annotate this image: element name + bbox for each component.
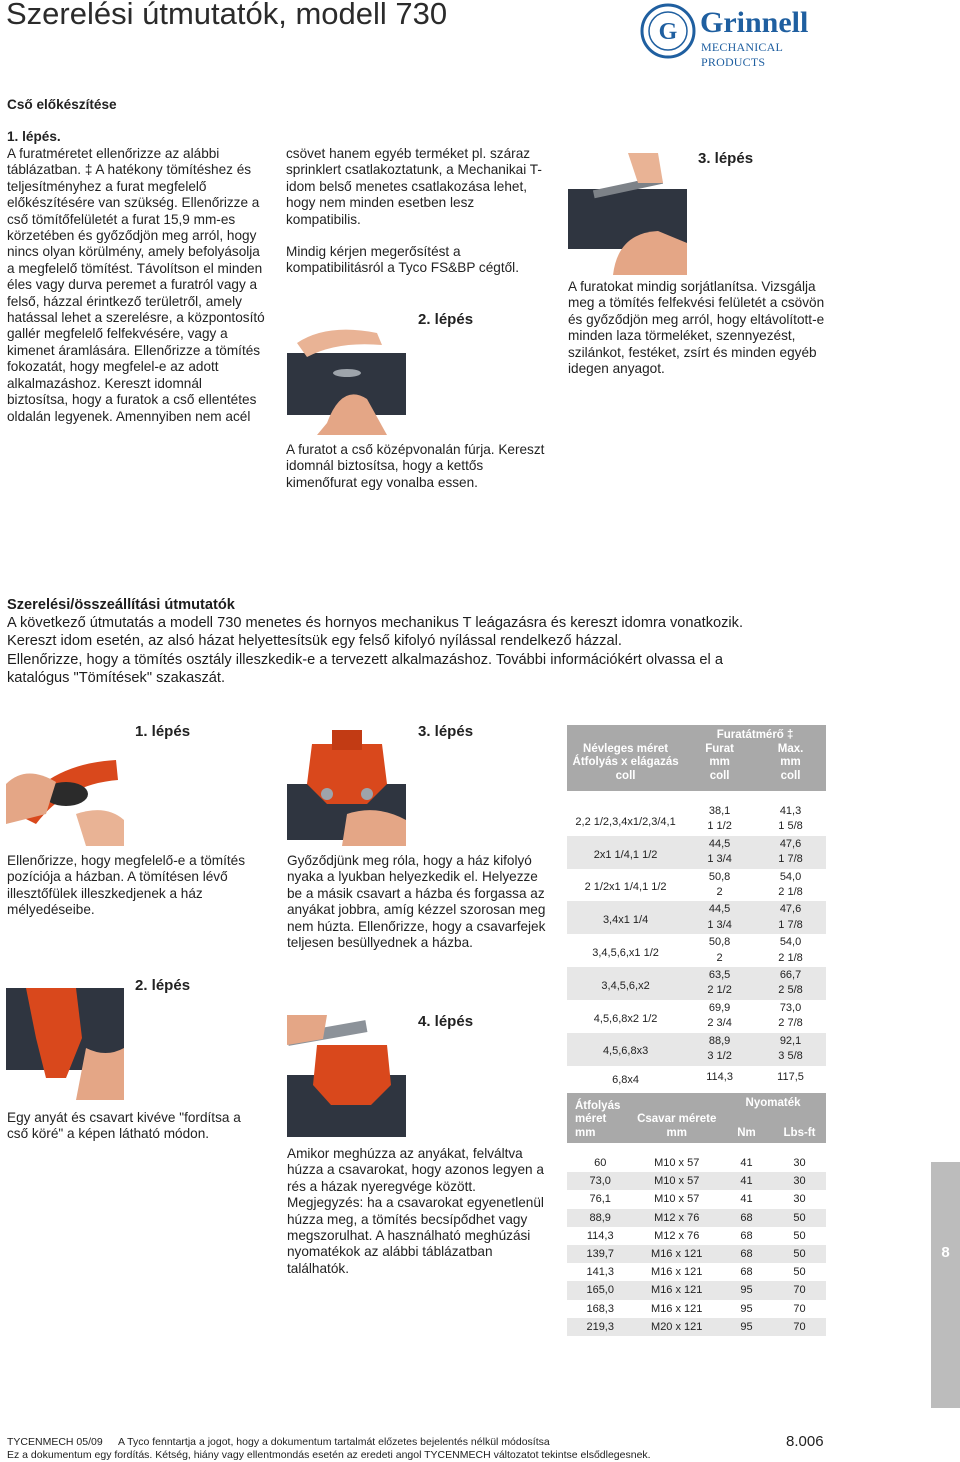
- max-cell-mm: 47,6: [779, 837, 802, 850]
- torque-cell-bolt: M10 x 57: [654, 1193, 700, 1206]
- gasket-photo: [6, 724, 124, 846]
- assembly-intro-3: Ellenőrizze, hogy a tömítés osztály illeszkedik-e a tervezett alkalmazáshoz. További információkért olvassa el a: [7, 652, 723, 668]
- prep-step3-text: A furatokat mindig sorjátlanítsa. Vizsgálja meg a tömítés felfekvési felületét a csövön és győződjön meg arról, hogy eltávolított-e minden laza törmeléket, szennyezést, szilánkot, festéket, zsírt és minden egyéb idegen anyagot.: [568, 279, 825, 377]
- max-cell-mm: 54,0: [779, 936, 802, 949]
- footer-line2: Ez a dokumentum egy fordítás. Kétség, hiány vagy ellentmondás esetén az eredeti angol TYCENMECH változatot tekintse elsődlegesnek.: [7, 1449, 651, 1461]
- hole-table-row: [567, 1033, 826, 1066]
- hole-table-row: [567, 869, 826, 902]
- torque-cell-lbs: 50: [793, 1266, 806, 1279]
- hole-table-row: [567, 1066, 826, 1089]
- max-cell-mm: 73,0: [779, 1001, 802, 1014]
- torque-cell-nm: 95: [740, 1284, 753, 1297]
- hole-th-size-1: Névleges méret: [583, 742, 669, 755]
- max-cell-in: 2 1/8: [778, 951, 803, 964]
- hole-cell-mm: 44,5: [708, 837, 731, 850]
- hole-cell-in: 1 1/2: [707, 820, 732, 833]
- footer-line1: A Tyco fenntartja a jogot, hogy a dokumentum tartalmát előzetes bejelentés nélkül módosítsa: [118, 1436, 550, 1448]
- hole-cell-in: 2 3/4: [707, 1017, 732, 1030]
- prep-step1-text: A furatméretet ellenőrizze az alábbi táblázatban. ‡ A hatékony tömítéshez és teljesítményhez a furat megfelelő előkészítésére van szükség. Ellenőrizze a cső tömítőfelületét a furat 15,9 mm-es körzetében és győződjön meg arról, hogy nincs olyan körülmény, amely befolyásolja a megfelelő tömítést. Távolítson el minden éles vagy durva peremet a furatról vagy a felső, házzal érintkező területről, amely hatással lehet a szerelésre, a központosító gallér megfelelő felfekvésére, vagy a kimenet áramlására. Ellenőrizze a tömítés fokozatát, hogy megfelel-e az adott alkalmazáshoz. Kereszt idomnál biztosítsa, hogy a furatok a cső ellentétes oldalán legyenek. Amennyiben nem acél: [7, 146, 265, 424]
- max-cell-mm: 54,0: [779, 870, 802, 883]
- prep-step2-label: 2. lépés: [418, 311, 474, 328]
- torque-cell-flow: 88,9: [589, 1211, 611, 1224]
- deburr-photo: [568, 153, 687, 275]
- torque-th-bolt-1: Csavar mérete: [637, 1113, 717, 1125]
- max-cell-mm: 66,7: [779, 969, 802, 982]
- grinnell-logo: [640, 2, 830, 69]
- torque-cell-flow: 141,3: [586, 1266, 614, 1279]
- torque-table-header: [567, 1093, 826, 1143]
- hole-cell-in: 1 3/4: [707, 853, 732, 866]
- torque-cell-lbs: 50: [793, 1248, 806, 1261]
- torque-cell-bolt: M10 x 57: [654, 1175, 700, 1188]
- page-title: Szerelési útmutatók, modell 730: [6, 0, 448, 31]
- hole-table-row: [567, 1000, 826, 1033]
- hole-table-row: [567, 934, 826, 967]
- torque-table-row: [567, 1209, 826, 1227]
- assembly-step4-label: 4. lépés: [418, 1013, 474, 1030]
- torque-table: [567, 1093, 826, 1336]
- hole-table-row: [567, 803, 826, 836]
- torque-cell-flow: 76,1: [589, 1193, 611, 1206]
- hole-size-table: [567, 725, 826, 1089]
- torque-cell-flow: 73,0: [589, 1175, 611, 1188]
- hole-cell-mm: 114,3: [706, 1070, 733, 1083]
- hole-cell-size: 4,5,6,8x2 1/2: [593, 1012, 658, 1025]
- torque-cell-lbs: 70: [793, 1302, 806, 1315]
- assembly-intro-2: Kereszt idom esetén, az alsó házat helyettesítsük egy felső kifolyó nyílással rendelkező házzal.: [7, 633, 622, 649]
- torque-cell-lbs: 30: [793, 1157, 806, 1169]
- torque-cell-flow: 168,3: [586, 1302, 614, 1315]
- hole-cell-mm: 63,5: [708, 969, 731, 982]
- prep-step2-text: A furatot a cső középvonalán fúrja. Kereszt idomnál biztosítsa, hogy a kettős kimenőfurat egy vonalba essen.: [286, 442, 545, 490]
- torque-cell-lbs: 30: [793, 1175, 806, 1188]
- max-cell-in: 2 7/8: [778, 1017, 803, 1030]
- assembly-step1-text: Ellenőrizze, hogy megfelelő-e a tömítés pozíciója a házban. A tömítésen lévő illesztőfülek illeszkedjenek a ház mélyedéseibe.: [7, 853, 246, 918]
- torque-cell-flow: 60: [594, 1157, 607, 1169]
- torque-cell-nm: 41: [740, 1193, 753, 1206]
- max-cell-in: 2 5/8: [778, 984, 803, 997]
- max-cell-in: 3 5/8: [778, 1050, 803, 1063]
- hole-th-hole-3: coll: [709, 769, 730, 782]
- max-cell-in: 1 5/8: [778, 820, 803, 833]
- torque-table-row: [567, 1318, 826, 1336]
- max-cell-in: 2 1/8: [778, 886, 803, 899]
- hole-table-header: [567, 725, 826, 791]
- hole-cell-in: 2: [716, 886, 723, 899]
- assembly-step4-text: Amikor meghúzza az anyákat, felváltva húzza a csavarokat, hogy azonos legyen a rés a házak nyeregvége között. Megjegyzés: ha a csavarokat egyenetlenül húzza meg, a tömítés becsípődhet vagy megszorulhat. A használható meghúzási nyomatékok az alábbi táblázatban találhatók.: [287, 1146, 544, 1276]
- torque-th-group: Nyomaték: [745, 1097, 801, 1109]
- torque-cell-lbs: 70: [793, 1320, 806, 1333]
- page-number: 8.006: [786, 1433, 824, 1450]
- prep-col2-note: Mindig kérjen megerősítést a kompatibilitásról a Tyco FS&BP cégtől.: [286, 244, 519, 276]
- torque-cell-bolt: M20 x 121: [651, 1320, 703, 1333]
- hole-cell-size: 3,4,5,6,x2: [601, 979, 650, 992]
- footer-doc-id: TYCENMECH 05/09: [7, 1436, 103, 1448]
- torque-cell-flow: 219,3: [586, 1320, 614, 1333]
- hole-th-max-1: Max.: [777, 742, 804, 755]
- torque-th-flow-3: mm: [575, 1126, 596, 1139]
- torque-cell-bolt: M16 x 121: [651, 1266, 703, 1279]
- hole-cell-in: 3 1/2: [707, 1050, 732, 1063]
- prep-step3-label: 3. lépés: [698, 150, 754, 167]
- torque-table-row: [567, 1154, 826, 1172]
- torque-cell-bolt: M12 x 76: [654, 1229, 700, 1242]
- hole-cell-mm: 44,5: [708, 903, 731, 916]
- housing-photo: [287, 724, 406, 846]
- torque-cell-nm: 41: [740, 1175, 753, 1188]
- torque-cell-bolt: M16 x 121: [651, 1248, 703, 1261]
- hole-cell-mm: 50,8: [708, 870, 731, 883]
- max-cell-mm: 92,1: [779, 1034, 802, 1047]
- hole-cell-mm: 38,1: [708, 805, 731, 817]
- torque-table-row: [567, 1300, 826, 1318]
- torque-table-row: [567, 1263, 826, 1281]
- torque-cell-nm: 68: [740, 1211, 753, 1224]
- hole-cell-size: 4,5,6,8x3: [602, 1045, 649, 1058]
- torque-cell-bolt: M12 x 76: [654, 1211, 700, 1224]
- torque-table-row: [567, 1227, 826, 1245]
- torque-th-bolt-2: mm: [666, 1126, 687, 1139]
- torque-table-row: [567, 1245, 826, 1263]
- assembly-step3-text: Győződjünk meg róla, hogy a ház kifolyó nyaka a lyukban helyezkedik el. Helyezze be a másik csavart a házba és forgassa az anyákat jobbra, amíg kézzel szorosan meg nem húzta. Ellenőrizze, hogy a csavarfejek teljesen besüllyednek a házba.: [287, 853, 546, 951]
- hole-cell-mm: 50,8: [708, 936, 731, 949]
- prep-col2-text: csövet hanem egyéb terméket pl. száraz sprinklert csatlakoztatunk, a Mechanikai T-idom belső menetes csatlakozása lehet, hogy nem minden esetben lesz kompatibilis.: [286, 146, 542, 227]
- torque-cell-bolt: M16 x 121: [651, 1302, 703, 1315]
- hole-cell-mm: 88,9: [708, 1034, 731, 1047]
- logo-wordmark: Grinnell: [700, 6, 809, 39]
- torque-table-row: [567, 1172, 826, 1190]
- torque-cell-nm: 95: [740, 1302, 753, 1315]
- chapter-number: 8: [941, 1244, 950, 1261]
- torque-cell-bolt: M16 x 121: [651, 1284, 703, 1297]
- assembly-intro-4: katalógus "Tömítések" szakaszát.: [7, 670, 226, 686]
- chapter-tab: [931, 1162, 960, 1408]
- assembly-step3-label: 3. lépés: [418, 723, 474, 740]
- logo-tagline: MECHANICAL PRODUCTS: [701, 40, 783, 69]
- assembly-heading: Szerelési/összeállítási útmutatók: [7, 597, 235, 613]
- torque-cell-flow: 139,7: [586, 1248, 614, 1261]
- prep-step1-label: 1. lépés.: [7, 129, 61, 144]
- assembly-step2-text: Egy anyát és csavart kivéve "fordítsa a cső köré" a képen látható módon.: [7, 1110, 241, 1142]
- torque-cell-nm: 95: [740, 1320, 753, 1333]
- torque-cell-flow: 165,0: [586, 1284, 614, 1297]
- hole-th-max-2: mm: [780, 756, 801, 768]
- svg-text:G: G: [658, 19, 678, 45]
- hole-cell-size: 3,4,5,6,x1 1/2: [592, 946, 659, 959]
- hole-th-max-3: coll: [780, 769, 801, 782]
- hole-cell-size: 2,2 1/2,3,4x1/2,3/4,1: [575, 815, 676, 828]
- assembly-step2-label: 2. lépés: [135, 977, 191, 994]
- torque-th-flow-1: Átfolyás: [575, 1099, 621, 1112]
- assembly-intro-1: A következő útmutatás a modell 730 menetes és hornyos mechanikus T leágazásra és kereszt idomra vonatkozik.: [7, 615, 744, 631]
- max-cell-mm: 117,5: [777, 1070, 804, 1083]
- max-cell-mm: 41,3: [779, 805, 802, 817]
- torque-cell-bolt: M10 x 57: [654, 1157, 700, 1169]
- tighten-photo: [287, 1015, 406, 1137]
- hole-cell-size: 2x1 1/4,1 1/2: [593, 848, 658, 861]
- hole-cell-in: 1 3/4: [707, 918, 732, 931]
- hole-cell-size: 2 1/2x1 1/4,1 1/2: [584, 881, 667, 894]
- torque-cell-lbs: 30: [793, 1193, 806, 1206]
- torque-cell-nm: 41: [740, 1157, 753, 1169]
- hole-cell-in: 2: [716, 951, 723, 964]
- hole-th-size-2: Átfolyás x elágazás: [572, 756, 679, 768]
- torque-cell-nm: 68: [740, 1229, 753, 1242]
- hole-table-row: [567, 836, 826, 869]
- hole-cell-mm: 69,9: [708, 1001, 731, 1014]
- hole-th-group: Furatátmérő ‡: [716, 729, 794, 741]
- hole-table-row: [567, 967, 826, 1000]
- torque-table-row: [567, 1281, 826, 1299]
- torque-cell-nm: 68: [740, 1266, 753, 1279]
- max-cell-mm: 47,6: [779, 903, 802, 916]
- prep-heading: Cső előkészítése: [7, 97, 117, 112]
- max-cell-in: 1 7/8: [778, 853, 803, 866]
- torque-cell-lbs: 70: [793, 1284, 806, 1297]
- hole-cell-size: 3,4x1 1/4: [602, 914, 649, 927]
- torque-th-flow-2: méret: [575, 1113, 607, 1125]
- torque-th-nm: Nm: [737, 1126, 756, 1139]
- hole-cell-in: 2 1/2: [707, 984, 732, 997]
- torque-cell-flow: 114,3: [586, 1229, 614, 1242]
- hole-th-hole-1: Furat: [705, 742, 734, 755]
- max-cell-in: 1 7/8: [778, 918, 803, 931]
- wrap-photo: [6, 978, 124, 1100]
- torque-cell-lbs: 50: [793, 1229, 806, 1242]
- torque-th-lbs: Lbs-ft: [783, 1126, 816, 1139]
- hole-cell-size: 6,8x4: [612, 1073, 640, 1086]
- torque-table-row: [567, 1190, 826, 1208]
- assembly-step1-label: 1. lépés: [135, 723, 191, 740]
- torque-cell-nm: 68: [740, 1248, 753, 1261]
- torque-cell-lbs: 50: [793, 1211, 806, 1224]
- hole-th-hole-2: mm: [709, 756, 730, 768]
- drill-photo: [287, 313, 406, 435]
- grinnell-seal-icon: [640, 3, 696, 59]
- hole-th-size-3: coll: [615, 769, 636, 782]
- hole-table-row: [567, 901, 826, 934]
